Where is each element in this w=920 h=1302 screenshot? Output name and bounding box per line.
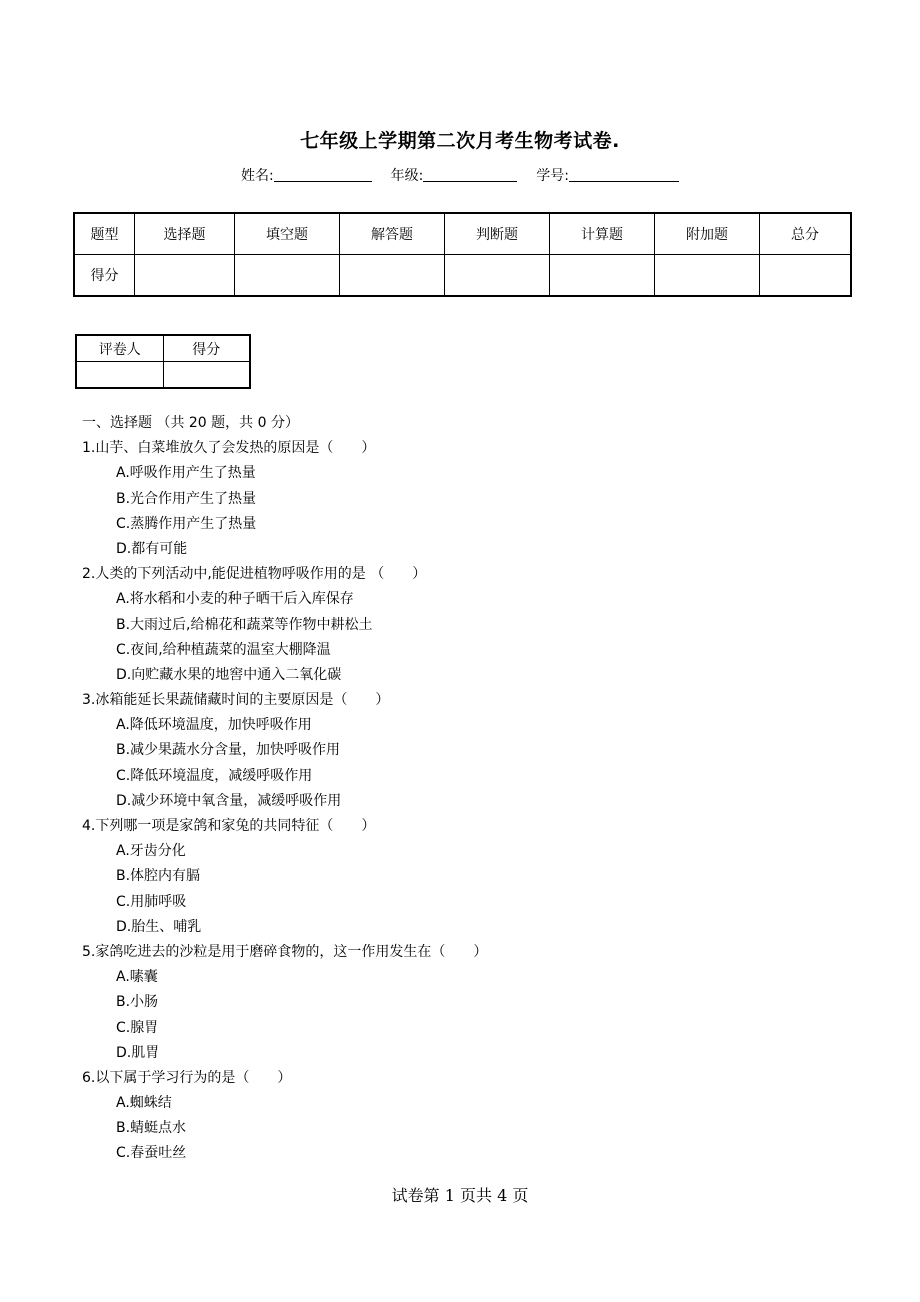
grade-label: 年级: <box>390 168 424 184</box>
question-option: D.胎生、哺乳 <box>116 918 202 935</box>
question-option: D.都有可能 <box>116 540 188 557</box>
score-cell <box>760 255 852 297</box>
name-label: 姓名: <box>241 168 274 184</box>
score-cell <box>445 255 550 297</box>
question-option: C.春蚕吐丝 <box>116 1145 187 1162</box>
grader-cell <box>163 362 250 389</box>
grader-cell <box>76 362 163 389</box>
score-header-cell: 填空题 <box>235 213 340 255</box>
grader-header-cell: 评卷人 <box>76 335 163 362</box>
score-table <box>73 212 852 297</box>
student-id-blank <box>569 167 679 182</box>
question-option: B.光合作用产生了热量 <box>116 490 257 507</box>
score-header-cell: 选择题 <box>135 213 235 255</box>
question-option: A.将水稻和小麦的种子晒干后入库保存 <box>116 591 354 608</box>
student-id-label: 学号: <box>536 168 569 184</box>
score-cell <box>550 255 655 297</box>
question-option: A.牙齿分化 <box>116 843 186 860</box>
page-footer: 试卷第 1 页共 4 页 <box>391 1186 529 1205</box>
question-option: B.大雨过后,给棉花和蔬菜等作物中耕松土 <box>116 616 373 633</box>
question-option: A.蜘蛛结 <box>116 1095 172 1112</box>
question-stem: 5.家鸽吃进去的沙粒是用于磨碎食物的，这一作用发生在（ ） <box>82 943 488 960</box>
score-header-cell: 计算题 <box>550 213 655 255</box>
score-cell <box>340 255 445 297</box>
score-header-cell: 题型 <box>74 213 135 255</box>
exam-title: 七年级上学期第二次月考生物考试卷. <box>300 130 620 152</box>
question-stem: 2.人类的下列活动中,能促进植物呼吸作用的是 （ ） <box>82 566 427 583</box>
student-info <box>0 165 920 185</box>
question-option: D.向贮藏水果的地窖中通入二氧化碳 <box>116 666 342 683</box>
grader-table <box>75 334 251 389</box>
question-stem: 3.冰箱能延长果蔬储藏时间的主要原因是（ ） <box>82 692 390 709</box>
question-option: D.肌胃 <box>116 1044 160 1061</box>
grade-blank <box>423 167 517 182</box>
question-stem: 6.以下属于学习行为的是（ ） <box>82 1069 292 1086</box>
question-option: C.降低环境温度，减缓呼吸作用 <box>116 767 313 784</box>
score-header-cell: 判断题 <box>445 213 550 255</box>
grader-header-cell: 得分 <box>163 335 250 362</box>
score-header-cell: 解答题 <box>340 213 445 255</box>
score-header-cell: 附加题 <box>655 213 760 255</box>
question-stem: 1.山芋、白菜堆放久了会发热的原因是（ ） <box>82 440 376 457</box>
section-heading: 一、选择题 （共 20 题，共 0 分） <box>82 415 299 431</box>
score-cell <box>235 255 340 297</box>
question-option: B.减少果蔬水分含量，加快呼吸作用 <box>116 742 341 759</box>
name-blank <box>274 167 372 182</box>
question-option: B.体腔内有膈 <box>116 868 201 885</box>
score-table-header-row <box>74 213 851 255</box>
score-header-cell: 总分 <box>760 213 852 255</box>
question-option: D.减少环境中氧含量，减缓呼吸作用 <box>116 792 342 809</box>
score-cell <box>135 255 235 297</box>
question-option: A.降低环境温度，加快呼吸作用 <box>116 717 312 734</box>
question-option: B.小肠 <box>116 994 159 1011</box>
score-cell <box>655 255 760 297</box>
question-option: C.蒸腾作用产生了热量 <box>116 515 257 532</box>
question-list <box>82 411 882 1167</box>
score-row-label: 得分 <box>74 255 135 297</box>
question-option: A.嗉囊 <box>116 969 158 986</box>
question-option: C.用肺呼吸 <box>116 893 187 910</box>
question-stem: 4.下列哪一项是家鸽和家兔的共同特征（ ） <box>82 818 376 834</box>
question-option: A.呼吸作用产生了热量 <box>116 465 256 482</box>
question-option: C.腺胃 <box>116 1019 159 1036</box>
question-option: C.夜间,给种植蔬菜的温室大棚降温 <box>116 641 331 658</box>
score-table-score-row <box>74 255 851 297</box>
question-option: B.蜻蜓点水 <box>116 1120 187 1137</box>
